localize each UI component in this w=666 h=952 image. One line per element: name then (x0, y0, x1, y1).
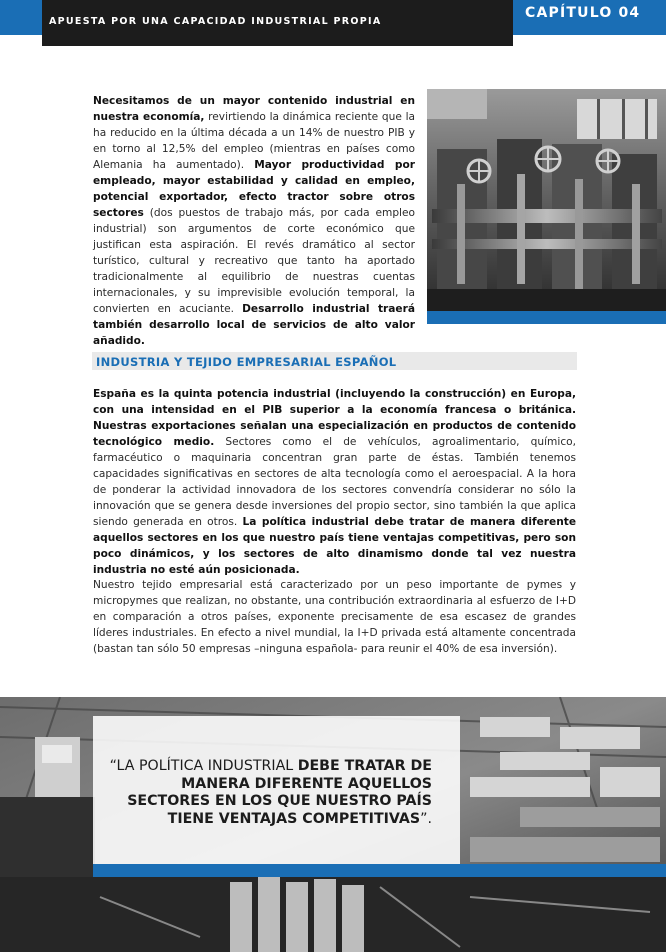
intro-bold-2: Mayor productividad por empleado, mayor estabilidad y calidad en empleo, potencial exportador, efecto tractor sobre otros sectores (93, 159, 415, 219)
para2-bold-2: La política industrial debe tratar de manera diferente aquellos sectores en los que nuestro país tiene ventajas competitivas, pero son poco dinámicos, y los sectores de alto dinamismo donde tal vez nuestra industria no esté aún posicionada. (93, 516, 576, 576)
pull-quote-accent-bar (93, 864, 666, 877)
intro-text-1: revirtiendo la dinámica reciente que la ha reducido en la última década a un 14% de nuestro PIB y en torno al 12,5% del empleo (mientras en países como Alemania ha aumentado). (93, 111, 416, 171)
paragraph-industry (93, 386, 576, 578)
intro-text-2: (dos puestos de trabajo más, por cada empleo industrial) son argumentos de corte económico que justifican esta aspiración. El revés dramático al sector turístico, cultural y recreativo que tanto ha aportado tradicionalmente al equilibrio de nuestras cuentas internacionales, y su imprevisible evolución temporal, la convierten en acuciante. (93, 207, 415, 315)
pull-quote-emphasis: DEBE TRATAR DE MANERA DIFERENTE AQUELLOS SECTORES EN LOS QUE NUESTRO PAÍS TIENE VENTAJAS COMPETITIVAS (127, 758, 432, 827)
section-heading: INDUSTRIA Y TEJIDO EMPRESARIAL ESPAÑOL (96, 355, 397, 369)
chapter-label: CAPÍTULO 04 (525, 5, 641, 21)
intro-paragraph (93, 93, 415, 349)
para2-text: Sectores como el de vehículos, agroalimentario, químico, farmacéutico o maquinaria concentran gran parte de éstas. También tenemos capacidades significativas en sectores de alta tecnología como el aeroespacial. A la hora de ponderar la actividad innovadora de los sectores convendría considerar no sólo la innovación que se genera desde inversiones del propio sector, sino también la que aplica siendo generada en otros. (93, 436, 576, 528)
para2-bold-1: España es la quinta potencia industrial (incluyendo la construcción) en Europa, con una intensidad en el PIB superior a la economía francesa o británica. Nuestras exportaciones señalan una especialización en productos de contenido tecnológico medio. (93, 388, 576, 448)
pull-quote-intro: “LA POLÍTICA INDUSTRIAL (109, 758, 298, 774)
industrial-machinery-photo (427, 89, 666, 311)
intro-bold-1: Necesitamos de un mayor contenido industrial en nuestra economía, (93, 95, 415, 123)
running-header-title: APUESTA POR UNA CAPACIDAD INDUSTRIAL PROPIA (49, 16, 382, 27)
photo-accent-bar (427, 311, 666, 324)
pull-quote-end: ”. (420, 810, 432, 827)
paragraph-business-fabric: Nuestro tejido empresarial está caracterizado por un peso importante de pymes y micropymes que realizan, no obstante, una contribución extraordinaria al esfuerzo de I+D en comparación a otros países, exponente precisamente de esa escasez de grandes líderes industriales. En efecto a nivel mundial, la I+D privada está altamente concentrada (bastan tan sólo 50 empresas –ninguna española- para reunir el 40% de esa inversión). (93, 579, 576, 655)
intro-bold-3: Desarrollo industrial traerá también desarrollo local de servicios de alto valor añadido. (93, 303, 415, 347)
pull-quote (98, 758, 432, 828)
